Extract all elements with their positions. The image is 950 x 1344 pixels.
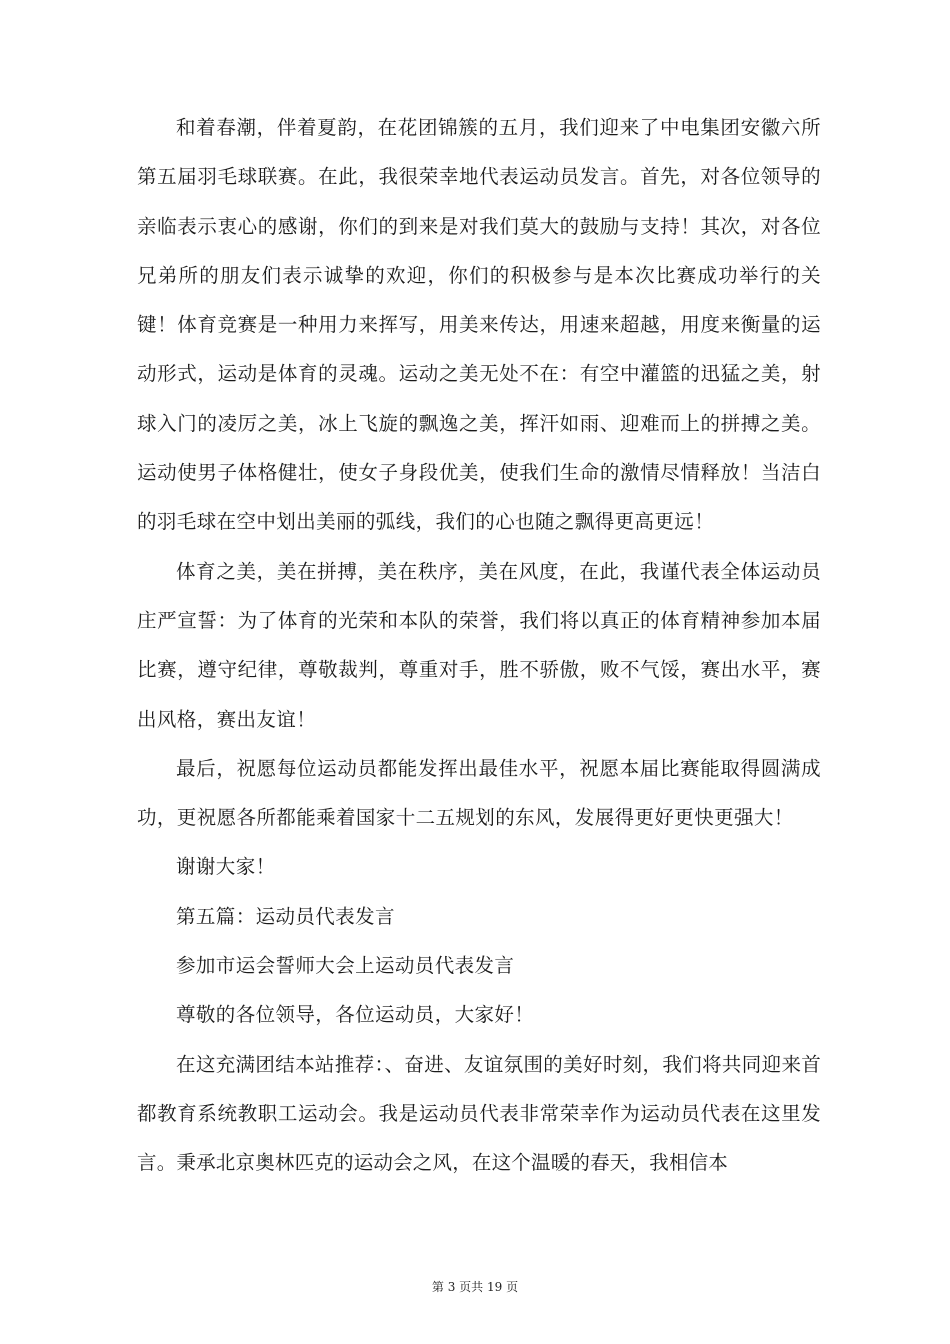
paragraph-oath: 体育之美，美在拼搏，美在秩序，美在风度，在此，我谨代表全体运动员庄严宣誓：为了体育的光荣和本队的荣誉，我们将以真正的体育精神参加本届比赛，遵守纪律，尊敬裁判，尊重对手，胜不骄傲，败不气馁，赛出水平，赛出风格，赛出友谊！: [137, 559, 821, 731]
paragraph-thanks: 谢谢大家！: [176, 855, 276, 879]
speech-title: 参加市运会誓师大会上运动员代表发言: [176, 954, 515, 978]
page-number-footer: 第 3 页共 19 页: [431, 1280, 519, 1294]
speech-greeting: 尊敬的各位领导，各位运动员，大家好！: [176, 1003, 535, 1027]
paragraph-speech-body: 在这充满团结本站推荐：、奋进、友谊氛围的美好时刻，我们将共同迎来首都教育系统教职工运动会。我是运动员代表非常荣幸作为运动员代表在这里发言。秉承北京奥林匹克的运动会之风，在这个温暖的春天，我相信本: [137, 1052, 821, 1175]
paragraph-wishes: 最后，祝愿每位运动员都能发挥出最佳水平，祝愿本届比赛能取得圆满成功，更祝愿各所都能乘着国家十二五规划的东风，发展得更好更快更强大！: [137, 756, 821, 830]
document-body: [137, 103, 821, 1188]
paragraph-opening: 和着春潮，伴着夏韵，在花团锦簇的五月，我们迎来了中电集团安徽六所第五届羽毛球联赛。在此，我很荣幸地代表运动员发言。首先，对各位领导的亲临表示衷心的感谢，你们的到来是对我们莫大的鼓励与支持！其次，对各位兄弟所的朋友们表示诚挚的欢迎，你们的积极参与是本次比赛成功举行的关键！体育竞赛是一种用力来挥写，用美来传达，用速来超越，用度来衡量的运动形式，运动是体育的灵魂。运动之美无处不在：有空中灌篮的迅猛之美，射球入门的凌厉之美，冰上飞旋的飘逸之美，挥汗如雨、迎难而上的拼搏之美。运动使男子体格健壮，使女子身段优美，使我们生命的激情尽情释放！当洁白的羽毛球在空中划出美丽的弧线，我们的心也随之飘得更高更远！: [137, 116, 821, 534]
section-heading: 第五篇：运动员代表发言: [176, 904, 395, 928]
